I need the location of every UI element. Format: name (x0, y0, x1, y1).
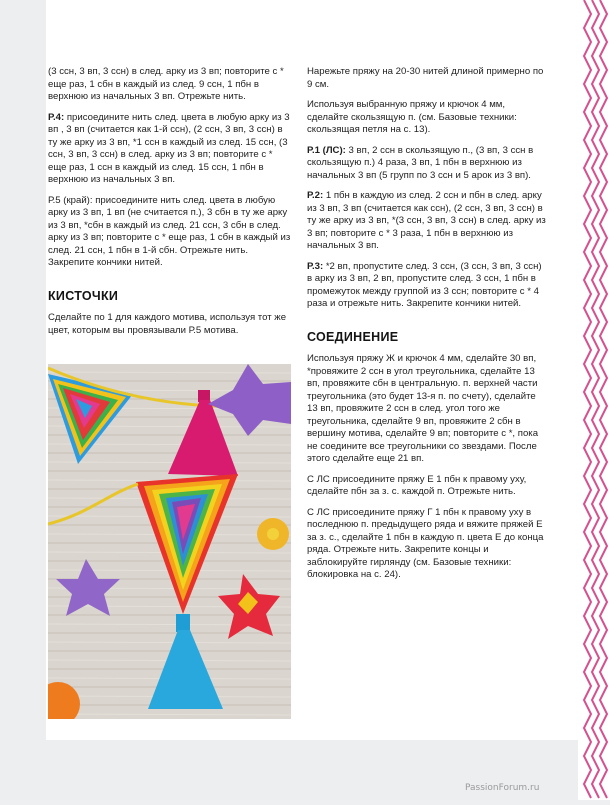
right-paragraph-8: С ЛС присоедините пряжу Г 1 пбн к правому уху в последнюю п. предыдущего ряда и вяжите пряжей Е за з. с., сделайте 1 пбн в каждую п. цвета Е до конца ряда. Отрежьте нить. Закрепите концы и заблокируйте гирлянду (см. Базовые техники: блокировка на с. 24). (307, 506, 544, 580)
left-paragraph-3: Р.5 (край): присоедините нить след. цвета в любую арку из 3 вп, 1 вп (не считается п.), 3 сбн в ту же арку из 3 вп, *сбн в каждый из след. 21 ссн, 3 сбн в след. арку из 3 вп; повторите с * еще раз, 1 сбн в каждый из след. 21 ссн, 1 пбн в 1-й сбн. Отрежьте нить. Закрепите кончики нитей. (48, 194, 291, 268)
right-column (307, 66, 547, 590)
right-paragraph-4 (307, 190, 547, 253)
row-4-text: присоедините нить след. цвета в любую арку из 3 вп , 3 вп (считается как 1-й ссн), (2 ссн, 3 вп, 3 ссн) в ту же арку из 3 вп, *1 ссн в каждый из след. 15 ссн, (3 ссн, 3 вп, 3 ссн) в след. арку из 3 вп; повторите с * еще раз, 1 ссн в каждый из след. 15 ссн, 1 пбн в верхнюю из начальных 3 вп. (48, 111, 290, 185)
row-3-label: Р.3: (307, 260, 324, 272)
left-paragraph-1: (3 ссн, 3 вп, 3 ссн) в след. арку из 3 вп; повторите с * еще раз, 1 сбн в каждый из след. 9 ссн, 1 пбн в верхнюю из начальных 3 вп. Отрежьте нить. (48, 66, 284, 102)
zigzag-line (600, 0, 607, 798)
right-paragraph-3 (307, 145, 547, 183)
left-margin-band (0, 0, 46, 800)
left-paragraph-4: Сделайте по 1 для каждого мотива, используя тот же цвет, которым вы провязывали Р.5 мотива. (48, 312, 287, 336)
left-column (48, 66, 292, 345)
garland-photo-image (48, 364, 291, 719)
row-2-label: Р.2: (307, 190, 324, 201)
garland-photo (48, 364, 291, 719)
right-paragraph-6: Используя пряжу Ж и крючок 4 мм, сделайте 30 вп, *провяжите 2 ссн в угол треугольника, сделайте 13 вп, провяжите сбн в центральную. п. верхней части треугольника (это будет 13-я п. по счету), сделайте 13 вп, провяжите 2 ссн в след. угол того же треугольника, сделайте 9 вп, провяжите 2 сбн в вершину мотива, сделайте 9 вп; повторите с *, пока не соедините все треугольники со звездами. После этого сделайте еще 21 вп. (307, 353, 539, 464)
right-paragraph-1: Нарежьте пряжу на 20-30 нитей длиной примерно по 9 см. (307, 66, 544, 90)
left-paragraph-2 (48, 112, 292, 187)
right-paragraph-2: Используя выбранную пряжу и крючок 4 мм, сделайте скользящую п. (см. Базовые техники: скользящая петля на с. 13). (307, 99, 517, 135)
row-3-text: *2 вп, пропустите след. 3 ссн, (3 ссн, 3 вп, 3 ссн) в арку из 3 вп, 2 вп, пропустите след. 3 ссн, 1 пбн в промежуток между группой из 3 ссн; повторите с * 4 раза и отрежьте нить. Закрепите кончики нитей. (307, 260, 542, 309)
heading-joining: СОЕДИНЕНИЕ (307, 329, 399, 344)
row-2-text: 1 пбн в каждую из след. 2 ссн и пбн в след. арку из 3 вп, 3 вп (считается как ссн), (2 ссн, 3 вп, 3 ссн) в ту же арку из 3 вп, *(3 ссн, 3 вп, 3 ссн) в след. арку из 3 вп; повторите с * 3 раза, 1 пбн в верхнюю из начальных 3 вп. (307, 190, 546, 251)
right-paragraph-7: С ЛС присоедините пряжу Е 1 пбн к правому уху, сделайте пбн за з. с. каждой п. Отрежьте нить. (307, 473, 527, 497)
watermark: PassionForum.ru (465, 783, 540, 793)
row-1-text: 3 вп, 2 ссн в скользящую п., (3 вп, 3 ссн в скользящую п.) 4 раза, 3 вп, 1 пбн в верхнюю из начальных 3 вп (5 групп по 3 ссн и 5 арок из 3 вп). (307, 144, 534, 181)
row-4-label: Р.4: (48, 111, 65, 123)
zigzag-border (578, 0, 610, 800)
row-1-label: Р.1 (ЛС): (307, 144, 346, 156)
zigzag-line (592, 0, 599, 798)
zigzag-pattern (578, 0, 610, 800)
zigzag-line (584, 0, 591, 798)
heading-tassels: КИСТОЧКИ (48, 288, 119, 303)
right-paragraph-5 (307, 261, 547, 311)
